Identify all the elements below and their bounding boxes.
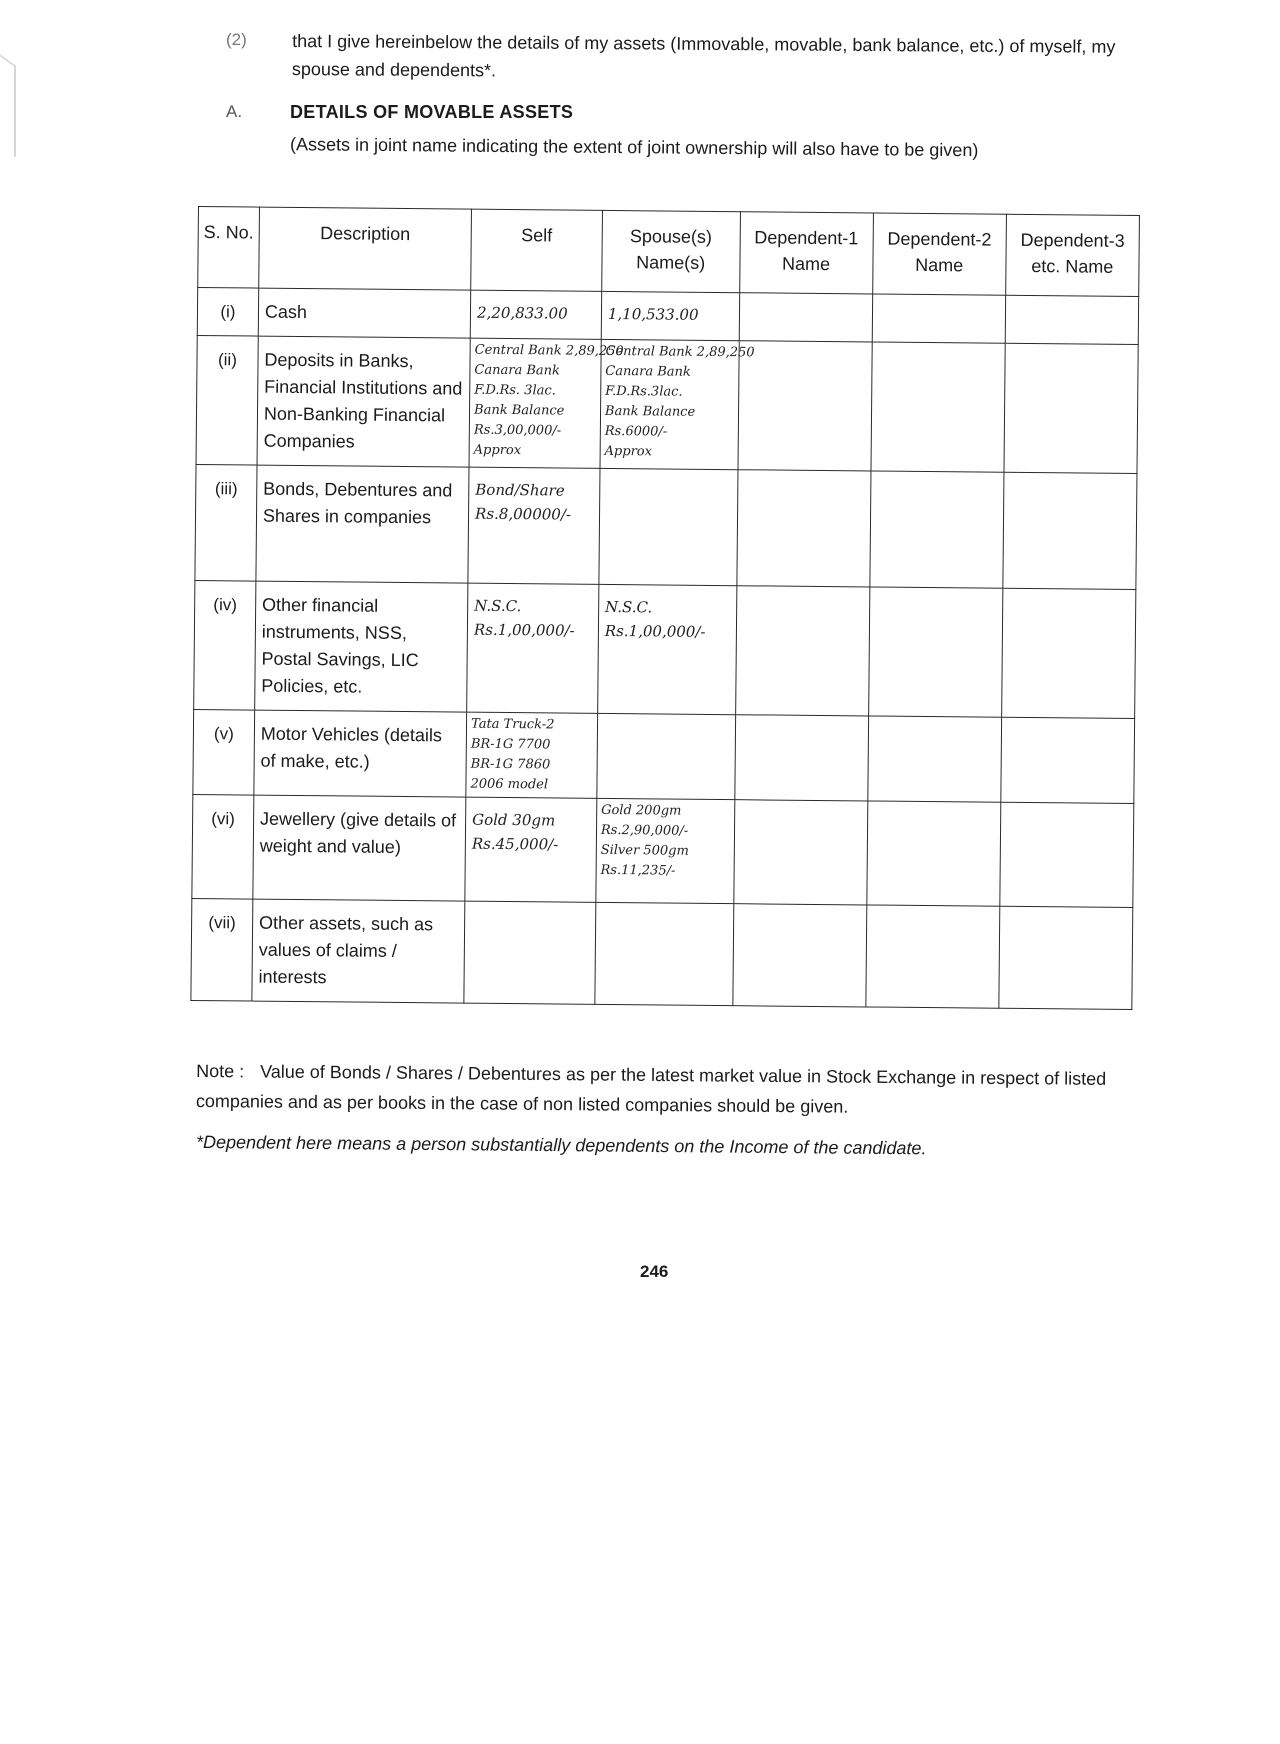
row-description: Other financial instruments, NSS, Postal Savings, LIC Policies, etc. xyxy=(255,581,468,712)
table-header-row xyxy=(198,207,1140,297)
row-description: Bonds, Debentures and Shares in companies xyxy=(256,465,469,583)
row-dependent-1 xyxy=(739,293,873,342)
handwritten-entry: F.D.Rs.3lac. xyxy=(605,383,683,400)
row-dependent-2 xyxy=(872,294,1006,343)
table-row xyxy=(191,898,1133,1009)
row-self xyxy=(469,338,624,468)
row-dependent-3 xyxy=(1005,295,1139,344)
handwritten-entry: Canara Bank xyxy=(605,363,691,380)
handwritten-entry: Rs.3,00,000/- xyxy=(473,422,562,439)
header-dependent-3: Dependent-3 etc. Name xyxy=(1005,214,1139,296)
row-spouse xyxy=(595,902,734,1005)
header-dependent-2: Dependent-2 Name xyxy=(872,213,1006,295)
handwritten-entry: 2006 model xyxy=(470,776,549,793)
handwritten-entry: Central Bank 2,89,250 xyxy=(605,343,755,361)
row-self xyxy=(468,467,600,584)
page-number: 246 xyxy=(640,1262,669,1281)
handwritten-entry: BR-1G 7860 xyxy=(470,756,551,773)
handwritten-entry: Rs.2,90,000/- xyxy=(600,822,689,839)
header-spouse: Spouse(s) Name(s) xyxy=(602,210,740,292)
section-title: DETAILS OF MOVABLE ASSETS xyxy=(290,102,574,122)
row-sno: (iv) xyxy=(194,580,256,710)
note-text: Value of Bonds / Shares / Debentures as per the latest market value in Stock Exchange in respect of listed companies and as per books in the case of non listed companies should be given. xyxy=(195,1061,1107,1117)
row-spouse xyxy=(599,468,738,585)
handwritten-entry: Rs.1,00,000/- xyxy=(604,621,706,641)
table-row xyxy=(193,709,1135,803)
handwritten-entry: N.S.C. xyxy=(604,597,653,617)
handwritten-entry: Rs.8,00000/- xyxy=(475,504,572,524)
handwritten-entry: Rs.11,235/- xyxy=(600,862,676,879)
row-dependent-2 xyxy=(871,342,1005,472)
row-dependent-1 xyxy=(734,715,868,801)
section-note: (Assets in joint name indicating the extent of joint ownership will also have to be given) xyxy=(289,134,979,161)
row-self xyxy=(470,290,601,339)
row-self xyxy=(467,583,599,713)
movable-assets-table-wrap xyxy=(190,206,1140,1033)
handwritten-entry: BR-1G 7700 xyxy=(470,736,551,753)
row-self xyxy=(465,797,597,902)
row-dependent-2 xyxy=(868,587,1002,717)
header-sno: S. No. xyxy=(198,207,260,289)
row-spouse xyxy=(598,584,737,714)
row-description: Jewellery (give details of weight and value) xyxy=(253,795,466,901)
handwritten-entry: 2,20,833.00 xyxy=(476,303,568,323)
header-self: Self xyxy=(471,209,603,291)
handwritten-entry: 1,10,533.00 xyxy=(607,304,699,324)
row-dependent-1 xyxy=(738,341,872,471)
row-dependent-1 xyxy=(732,904,866,1007)
handwritten-entry: Bond/Share xyxy=(475,480,565,500)
row-dependent-2 xyxy=(866,905,1000,1008)
row-dependent-1 xyxy=(736,470,870,587)
dependent-note: *Dependent here means a person substantially dependents on the Income of the candidate. xyxy=(195,1131,927,1159)
row-sno: (vii) xyxy=(191,898,253,1001)
row-sno: (vi) xyxy=(192,794,254,899)
row-spouse xyxy=(596,798,735,903)
row-dependent-3 xyxy=(1001,588,1135,718)
handwritten-entry: Canara Bank xyxy=(474,362,561,379)
paragraph-number: (2) xyxy=(226,30,247,49)
handwritten-entry: Tata Truck-2 xyxy=(470,716,555,733)
header-description: Description xyxy=(259,207,472,290)
row-spouse xyxy=(601,291,739,340)
row-sno: (v) xyxy=(193,709,255,795)
row-dependent-3 xyxy=(1001,717,1135,803)
row-dependent-3 xyxy=(1003,472,1137,589)
row-description: Cash xyxy=(258,288,471,338)
valuation-note xyxy=(196,1056,1126,1124)
table-row xyxy=(195,464,1137,589)
handwritten-entry: Gold 200gm xyxy=(601,802,682,819)
table-row xyxy=(196,335,1138,473)
handwritten-entry: Rs.6000/- xyxy=(604,423,668,440)
row-description: Motor Vehicles (details of make, etc.) xyxy=(254,710,467,797)
table-row xyxy=(194,580,1136,718)
row-spouse xyxy=(600,339,755,469)
row-dependent-2 xyxy=(870,471,1004,588)
paragraph-text: that I give hereinbelow the details of my assets (Immovable, movable, bank balance, etc.) of myself, my spouse and dependents*. xyxy=(291,30,1116,81)
row-spouse xyxy=(597,713,735,799)
row-dependent-2 xyxy=(866,801,1000,906)
handwritten-entry: Approx xyxy=(604,443,653,460)
row-self xyxy=(466,712,598,798)
handwritten-entry: N.S.C. xyxy=(474,596,522,616)
handwritten-entry: Bank Balance xyxy=(604,403,696,420)
handwritten-entry: Central Bank 2,89,250 xyxy=(474,342,624,360)
handwritten-entry: Rs.45,000/- xyxy=(471,834,559,854)
table-row xyxy=(192,794,1134,907)
row-sno: (ii) xyxy=(196,335,258,465)
row-dependent-3 xyxy=(1000,802,1134,907)
row-dependent-3 xyxy=(999,906,1133,1009)
handwritten-entry: Bank Balance xyxy=(474,402,565,419)
row-self xyxy=(464,901,596,1004)
handwritten-entry: Gold 30gm xyxy=(472,810,556,830)
row-sno: (i) xyxy=(197,288,258,337)
row-description: Deposits in Banks, Financial Institutions and Non-Banking Financial Companies xyxy=(257,336,470,467)
handwritten-entry: Silver 500gm xyxy=(600,842,689,859)
header-dependent-1: Dependent-1 Name xyxy=(739,212,873,294)
page-edge-mark xyxy=(0,54,16,157)
section-letter: A. xyxy=(226,102,243,121)
row-dependent-1 xyxy=(735,586,869,716)
row-dependent-3 xyxy=(1004,343,1138,473)
row-sno: (iii) xyxy=(195,464,257,581)
row-dependent-2 xyxy=(867,716,1001,802)
row-dependent-1 xyxy=(733,800,867,905)
handwritten-entry: F.D.Rs. 3lac. xyxy=(474,382,556,399)
row-description: Other assets, such as values of claims / interests xyxy=(252,899,465,1003)
note-label: Note : xyxy=(196,1060,245,1082)
handwritten-entry: Rs.1,00,000/- xyxy=(473,620,575,640)
movable-assets-table xyxy=(190,206,1140,1010)
handwritten-entry: Approx xyxy=(473,442,522,459)
